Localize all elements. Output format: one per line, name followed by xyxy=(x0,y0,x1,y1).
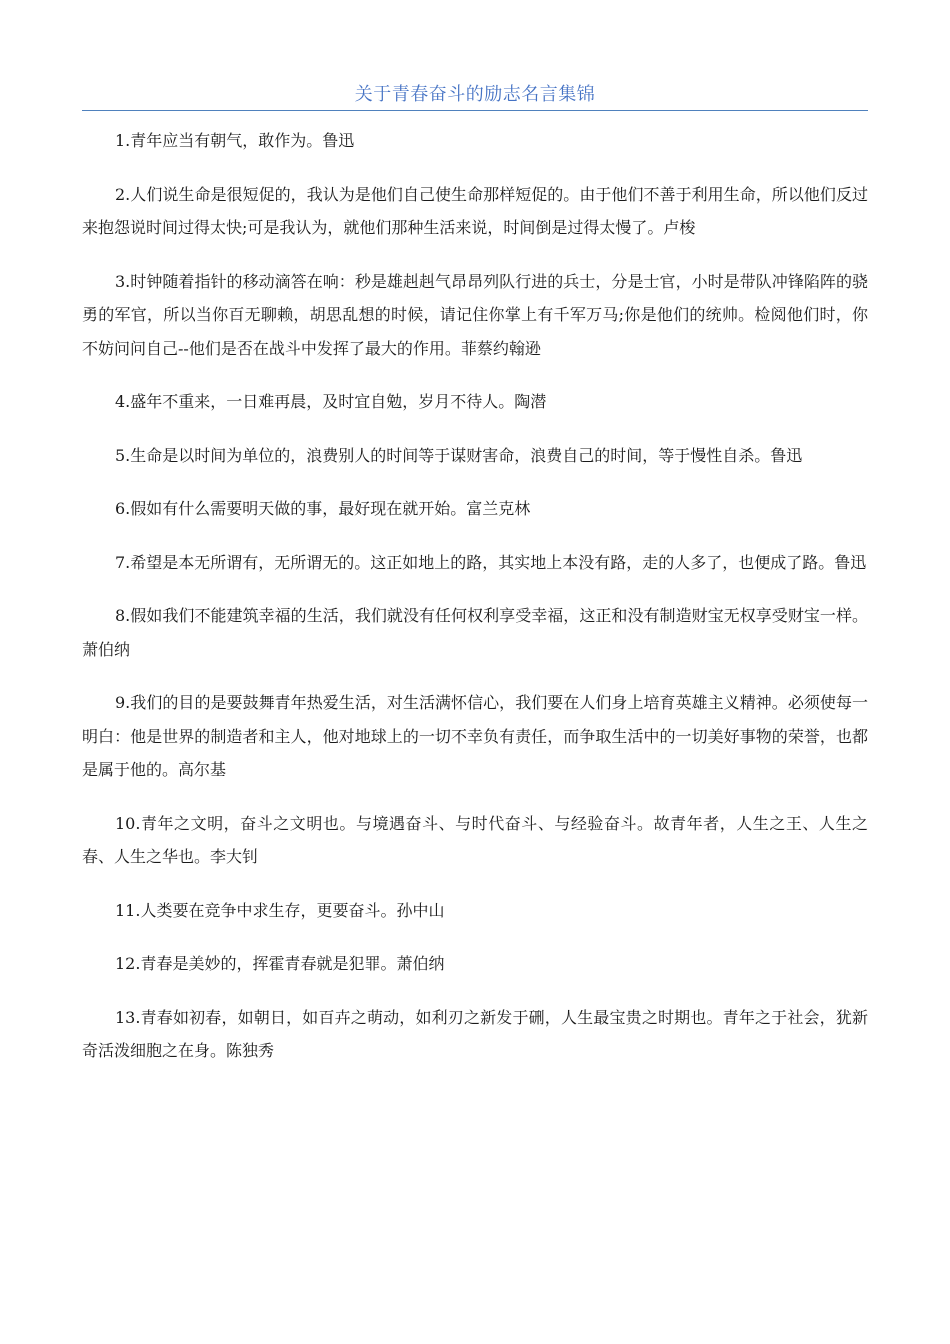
quote-item: 10.青年之文明，奋斗之文明也。与境遇奋斗、与时代奋斗、与经验奋斗。故青年者，人生之王、人生之春、人生之华也。李大钊 xyxy=(82,813,868,866)
quote-item: 5.生命是以时间为单位的，浪费别人的时间等于谋财害命，浪费自己的时间，等于慢性自杀。鲁迅 xyxy=(115,445,803,465)
quote-item: 1.青年应当有朝气，敢作为。鲁迅 xyxy=(115,131,355,150)
quote-item: 8.假如我们不能建筑幸福的生活，我们就没有任何权利享受幸福，这正和没有制造财宝无权享受财宝一样。萧伯纳 xyxy=(82,606,868,659)
document-title: 关于青春奋斗的励志名言集锦 xyxy=(354,84,596,105)
quote-item: 7.希望是本无所谓有，无所谓无的。这正如地上的路，其实地上本没有路，走的人多了，也便成了路。鲁迅 xyxy=(115,552,867,572)
quote-item: 13.青春如初春，如朝日，如百卉之萌动，如利刃之新发于硎，人生最宝贵之时期也。青年之于社会，犹新奇活泼细胞之在身。陈独秀 xyxy=(82,1007,868,1060)
quote-item: 9.我们的目的是要鼓舞青年热爱生活，对生活满怀信心，我们要在人们身上培育英雄主义精神。必须使每一明白：他是世界的制造者和主人，他对地球上的一切不幸负有责任，而争取生活中的一切美好事物的荣誉，也都是属于他的。高尔基 xyxy=(82,693,868,779)
quote-list xyxy=(82,124,868,1088)
quote-item: 2.人们说生命是很短促的，我认为是他们自己使生命那样短促的。由于他们不善于利用生命，所以他们反过来抱怨说时间过得太快;可是我认为，就他们那种生活来说，时间倒是过得太慢了。卢梭 xyxy=(82,184,868,237)
quote-item: 6.假如有什么需要明天做的事，最好现在就开始。富兰克林 xyxy=(115,499,531,518)
page-header xyxy=(82,80,868,111)
quote-item: 11.人类要在竞争中求生存，更要奋斗。孙中山 xyxy=(115,900,445,920)
quote-item: 3.时钟随着指针的移动滴答在响：秒是雄赳赳气昂昂列队行进的兵士，分是士官，小时是带队冲锋陷阵的骁勇的军官，所以当你百无聊赖，胡思乱想的时候，请记住你掌上有千军万马;你是他们的统帅。检阅他们时，你不妨问问自己--他们是否在战斗中发挥了最大的作用。菲蔡约翰逊 xyxy=(82,271,868,358)
quote-item: 12.青春是美妙的，挥霍青春就是犯罪。萧伯纳 xyxy=(115,954,445,973)
quote-item: 4.盛年不重来，一日难再晨，及时宜自勉，岁月不待人。陶潜 xyxy=(115,392,547,411)
